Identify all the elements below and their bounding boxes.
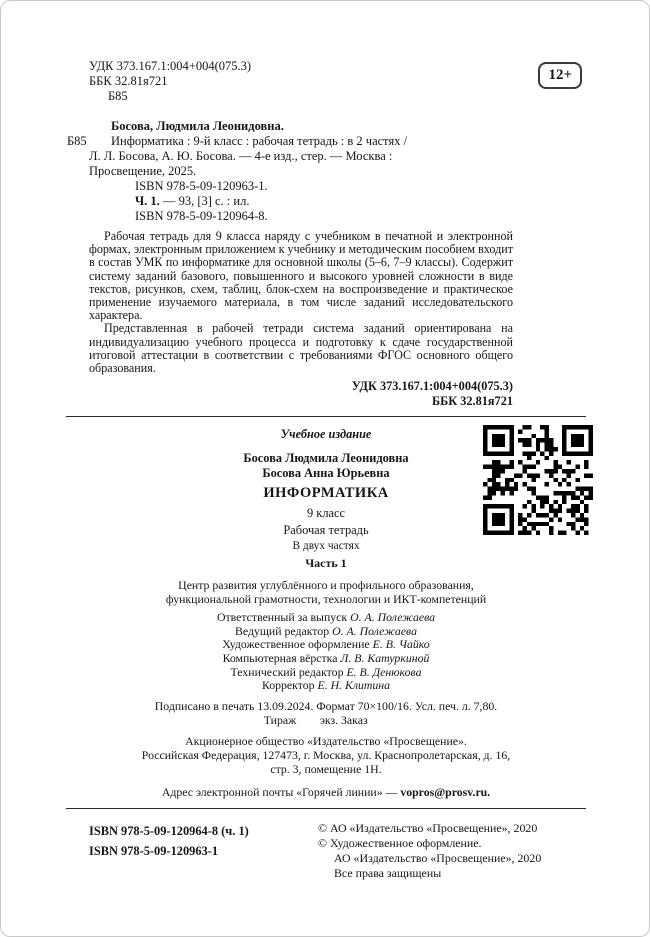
print-info xyxy=(66,699,586,727)
footer-row xyxy=(66,821,586,881)
staff-role: Ответственный за выпуск xyxy=(216,610,348,625)
staff-row xyxy=(66,679,586,693)
bibliographic-record xyxy=(67,119,489,224)
copyright-block xyxy=(318,821,586,881)
annotation-paragraph-1: Рабочая тетрадь для 9 класса наряду с учебником в печатной и электронной формах, электронным приложением к учебнику и методическим пособием входит в состав УМК по информатике для основной школы (5–6, 7–9 классы). Содержит систему заданий базового, повышенного и высокого уровней сложности в виде текстов, рисунков, схем, таблиц, блок-схем на воспроизведение и практическое применение изучаемого материала, в том числе заданий исследовательского характера. xyxy=(89,229,513,323)
two-parts-line: В двух частях xyxy=(292,540,360,553)
udk-code-bottom: УДК 373.167.1:004+004(075.3) xyxy=(351,379,513,394)
part-label: Ч. 1. xyxy=(135,194,160,208)
bbk-code-bottom: ББК 32.81я721 xyxy=(431,393,513,408)
classification-codes xyxy=(89,59,251,104)
center-org-line-1: Центр развития углублённого и профильного образования, xyxy=(178,578,474,593)
publisher-name: Акционерное общество «Издательство «Просвещение». xyxy=(185,733,467,748)
staff-role: Ведущий редактор xyxy=(235,623,330,638)
qr-code xyxy=(483,425,593,535)
staff-name: Л. В. Катуркиной xyxy=(340,651,430,666)
age-rating-badge: 12+ xyxy=(538,62,582,89)
staff-role: Компьютерная вёрстка xyxy=(222,651,338,666)
author-sign-code: Б85 xyxy=(108,89,128,103)
staff-row xyxy=(66,666,586,680)
udk-code: УДК 373.167.1:004+004(075.3) xyxy=(89,59,252,73)
publisher-address-1: Российская Федерация, 127473, г. Москва, ул. Краснопролетарская, д. 16, xyxy=(141,747,511,762)
biblio-entry-line-2: Л. Л. Босова, А. Ю. Босова. — 4-е изд., стер. — Москва : xyxy=(89,149,393,163)
isbn-footer-1: ISBN 978-5-09-120964-8 (ч. 1) xyxy=(89,823,249,838)
copyright-line-4: Все права защищены xyxy=(334,865,442,880)
staff-name: Е. В. Денюкова xyxy=(346,664,422,679)
edition-block xyxy=(66,417,586,800)
staff-role: Корректор xyxy=(261,678,315,693)
classification-codes-right xyxy=(89,379,513,408)
edition-author-1: Босова Людмила Леонидовна xyxy=(243,451,409,466)
margin-author-code: Б85 xyxy=(67,134,87,148)
staff-role: Художественное оформление xyxy=(222,637,370,652)
isbn-edition: ISBN 978-5-09-120963-1. xyxy=(135,179,268,193)
divider-bottom xyxy=(66,808,586,809)
part-number-line: Часть 1 xyxy=(305,556,347,571)
annotation-block xyxy=(89,230,513,408)
center-org-line-2: функциональной грамотности, технологии и ИКТ-компетенций xyxy=(165,592,487,607)
grade-line: 9 класс xyxy=(307,506,345,521)
edition-kind: Учебное издание xyxy=(280,427,372,442)
staff-list xyxy=(66,611,586,693)
publisher-address-2: стр. 3, помещение 1Н. xyxy=(270,761,382,776)
biblio-entry-line-3: Просвещение, 2025. xyxy=(89,164,197,178)
author-heading: Босова, Людмила Леонидовна. xyxy=(111,119,284,133)
staff-name: Е. Н. Клитина xyxy=(317,678,391,693)
staff-row xyxy=(66,611,586,625)
top-row xyxy=(66,59,586,104)
print-line-2: Тираж экз. Заказ xyxy=(263,712,389,727)
biblio-entry-line-1: Информатика : 9-й класс : рабочая тетрадь : в 2 частях / xyxy=(111,134,408,148)
subtitle-line: Рабочая тетрадь xyxy=(283,523,369,538)
part-pages: — 93, [3] с. : ил. xyxy=(162,194,250,208)
part-info xyxy=(89,194,489,209)
staff-name: Е. В. Чайко xyxy=(372,637,430,652)
hotline-prefix: Адрес электронной почты «Горячей линии» — xyxy=(161,784,401,799)
staff-name: О. А. Полежаева xyxy=(332,623,417,638)
book-title: ИНФОРМАТИКА xyxy=(263,485,389,502)
hotline-email-line xyxy=(66,785,586,800)
isbn-part1: ISBN 978-5-09-120964-8. xyxy=(135,209,268,223)
staff-row xyxy=(66,652,586,666)
hotline-email: vopros@prosv.ru. xyxy=(400,784,491,799)
copyright-line-2: © Художественное оформление. xyxy=(318,835,482,850)
staff-row xyxy=(66,625,586,639)
publisher-info xyxy=(66,734,586,776)
edition-author-2: Босова Анна Юрьевна xyxy=(262,465,390,480)
staff-role: Технический редактор xyxy=(230,664,344,679)
staff-row xyxy=(66,638,586,652)
copyright-line-1: © АО «Издательство «Просвещение», 2020 xyxy=(318,820,538,835)
print-line-1: Подписано в печать 13.09.2024. Формат 70×100/16. Усл. печ. л. 7,80. xyxy=(154,698,498,713)
staff-name: О. А. Полежаева xyxy=(350,610,436,625)
annotation-paragraph-2: Представленная в рабочей тетради система заданий ориентирована на индивидуализацию учебного процесса и подготовку к сдаче государственной итоговой аттестации в соответствии с требованиями ФГОС основного общего образования. xyxy=(89,321,513,376)
copyright-line-3: АО «Издательство «Просвещение», 2020 xyxy=(334,850,542,865)
bbk-code: ББК 32.81я721 xyxy=(89,74,168,88)
isbn-footer-2: ISBN 978-5-09-120963-1 xyxy=(89,843,219,858)
isbn-footer-block xyxy=(89,821,249,881)
